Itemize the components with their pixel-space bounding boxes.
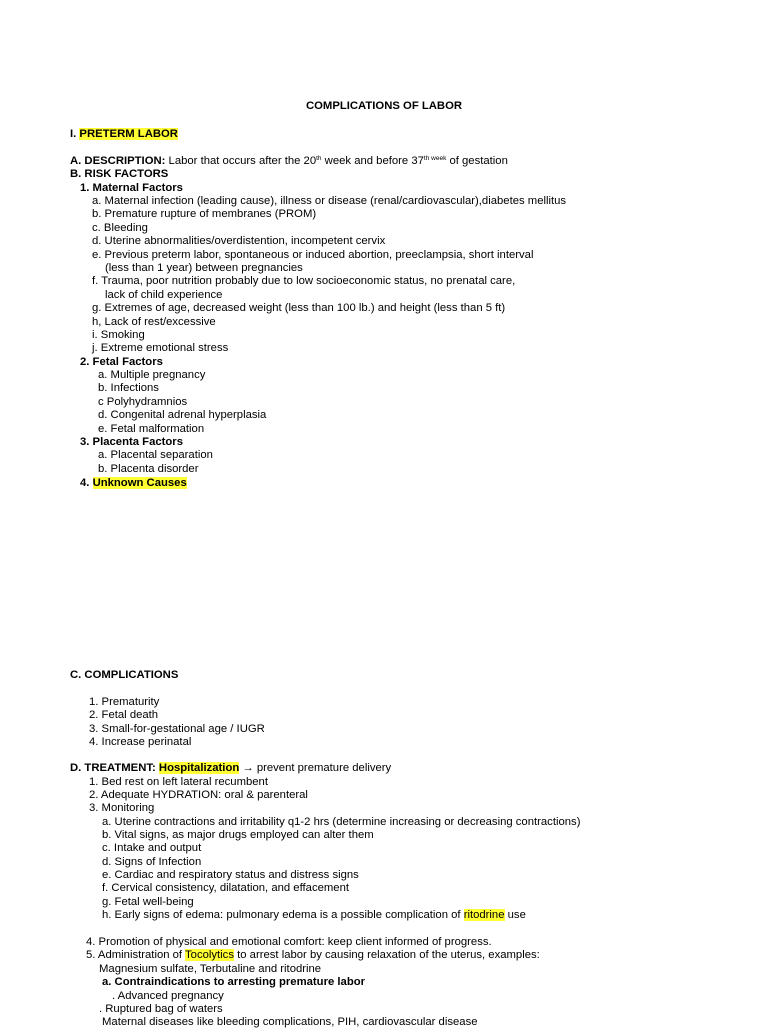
- list-item: f. Trauma, poor nutrition probably due to low socioeconomic status, no prenatal care,: [92, 275, 516, 287]
- list-item: 5. Administration of Tocolytics to arrest labor by causing relaxation of the uterus, examples:: [86, 949, 540, 961]
- list-item: a. Uterine contractions and irritability q1-2 hrs (determine increasing or decreasing contractions): [102, 816, 581, 828]
- list-item: 1. Prematurity: [89, 696, 160, 708]
- list-item: 4. Promotion of physical and emotional comfort: keep client informed of progress.: [86, 936, 492, 948]
- list-item: c. Bleeding: [92, 222, 148, 234]
- list-item: 2. Fetal death: [89, 709, 159, 721]
- list-item: h. Early signs of edema: pulmonary edema is a possible complication of ritodrine use: [102, 909, 526, 921]
- list-item: i. Smoking: [92, 329, 145, 341]
- list-item: e. Cardiac and respiratory status and distress signs: [102, 869, 359, 881]
- unknown-causes-heading: 4. Unknown Causes: [80, 477, 187, 489]
- list-item: d. Uterine abnormalities/overdistention, incompetent cervix: [92, 235, 386, 247]
- list-item: 1. Bed rest on left lateral recumbent: [89, 776, 268, 788]
- list-item: c. Intake and output: [102, 842, 202, 854]
- list-item: a. Placental separation: [98, 449, 213, 461]
- description-line: A. DESCRIPTION: Labor that occurs after the 20th week and before $37^{th week}$ of gestation: [70, 155, 508, 167]
- list-item: d. Signs of Infection: [102, 856, 202, 868]
- list-item: b. Vital signs, as major drugs employed can alter them: [102, 829, 374, 841]
- list-item: Magnesium sulfate, Terbutaline and ritodrine: [99, 963, 322, 975]
- list-item: c Polyhydramnios: [98, 396, 188, 408]
- maternal-factors-heading: 1. Maternal Factors: [80, 182, 183, 194]
- list-item: 2. Adequate HYDRATION: oral & parenteral: [89, 789, 308, 801]
- risk-factors-heading: B. RISK FACTORS: [70, 168, 169, 180]
- list-item: g. Extremes of age, decreased weight (less than 100 lb.) and height (less than 5 ft): [92, 302, 506, 314]
- page-title: COMPLICATIONS OF LABOR: [305, 100, 463, 112]
- complications-heading: C. COMPLICATIONS: [70, 669, 179, 681]
- list-item: (less than 1 year) between pregnancies: [105, 262, 303, 274]
- section-heading-preterm-labor: I. PRETERM LABOR: [70, 128, 178, 140]
- list-item: g. Fetal well-being: [102, 896, 194, 908]
- list-item: b. Premature rupture of membranes (PROM): [92, 208, 317, 220]
- list-item: 3. Small-for-gestational age / IUGR: [89, 723, 265, 735]
- arrow-right-icon: →: [239, 762, 257, 774]
- list-item: 3. Monitoring: [89, 802, 155, 814]
- list-item: d. Congenital adrenal hyperplasia: [98, 409, 267, 421]
- list-item: Maternal diseases like bleeding complications, PIH, cardiovascular disease: [102, 1016, 478, 1028]
- list-item: e. Fetal malformation: [98, 423, 205, 435]
- list-item: j. Extreme emotional stress: [92, 342, 229, 354]
- list-item: . Advanced pregnancy: [112, 990, 224, 1002]
- list-item: . Ruptured bag of waters: [99, 1003, 223, 1015]
- treatment-heading: D. TREATMENT: Hospitalization → prevent premature delivery: [70, 762, 392, 774]
- list-item: b. Infections: [98, 382, 159, 394]
- contraindications-heading: a. Contraindications to arresting premature labor: [102, 976, 366, 988]
- placenta-factors-heading: 3. Placenta Factors: [80, 436, 183, 448]
- fetal-factors-heading: 2. Fetal Factors: [80, 356, 163, 368]
- list-item: lack of child experience: [105, 289, 223, 301]
- list-item: a. Maternal infection (leading cause), illness or disease (renal/cardiovascular),diabetes mellitus: [92, 195, 567, 207]
- list-item: e. Previous preterm labor, spontaneous or induced abortion, preeclampsia, short interval: [92, 249, 534, 261]
- list-item: a. Multiple pregnancy: [98, 369, 206, 381]
- list-item: 4. Increase perinatal: [89, 736, 192, 748]
- list-item: b. Placenta disorder: [98, 463, 199, 475]
- list-item: h, Lack of rest/excessive: [92, 316, 216, 328]
- list-item: f. Cervical consistency, dilatation, and effacement: [102, 882, 349, 894]
